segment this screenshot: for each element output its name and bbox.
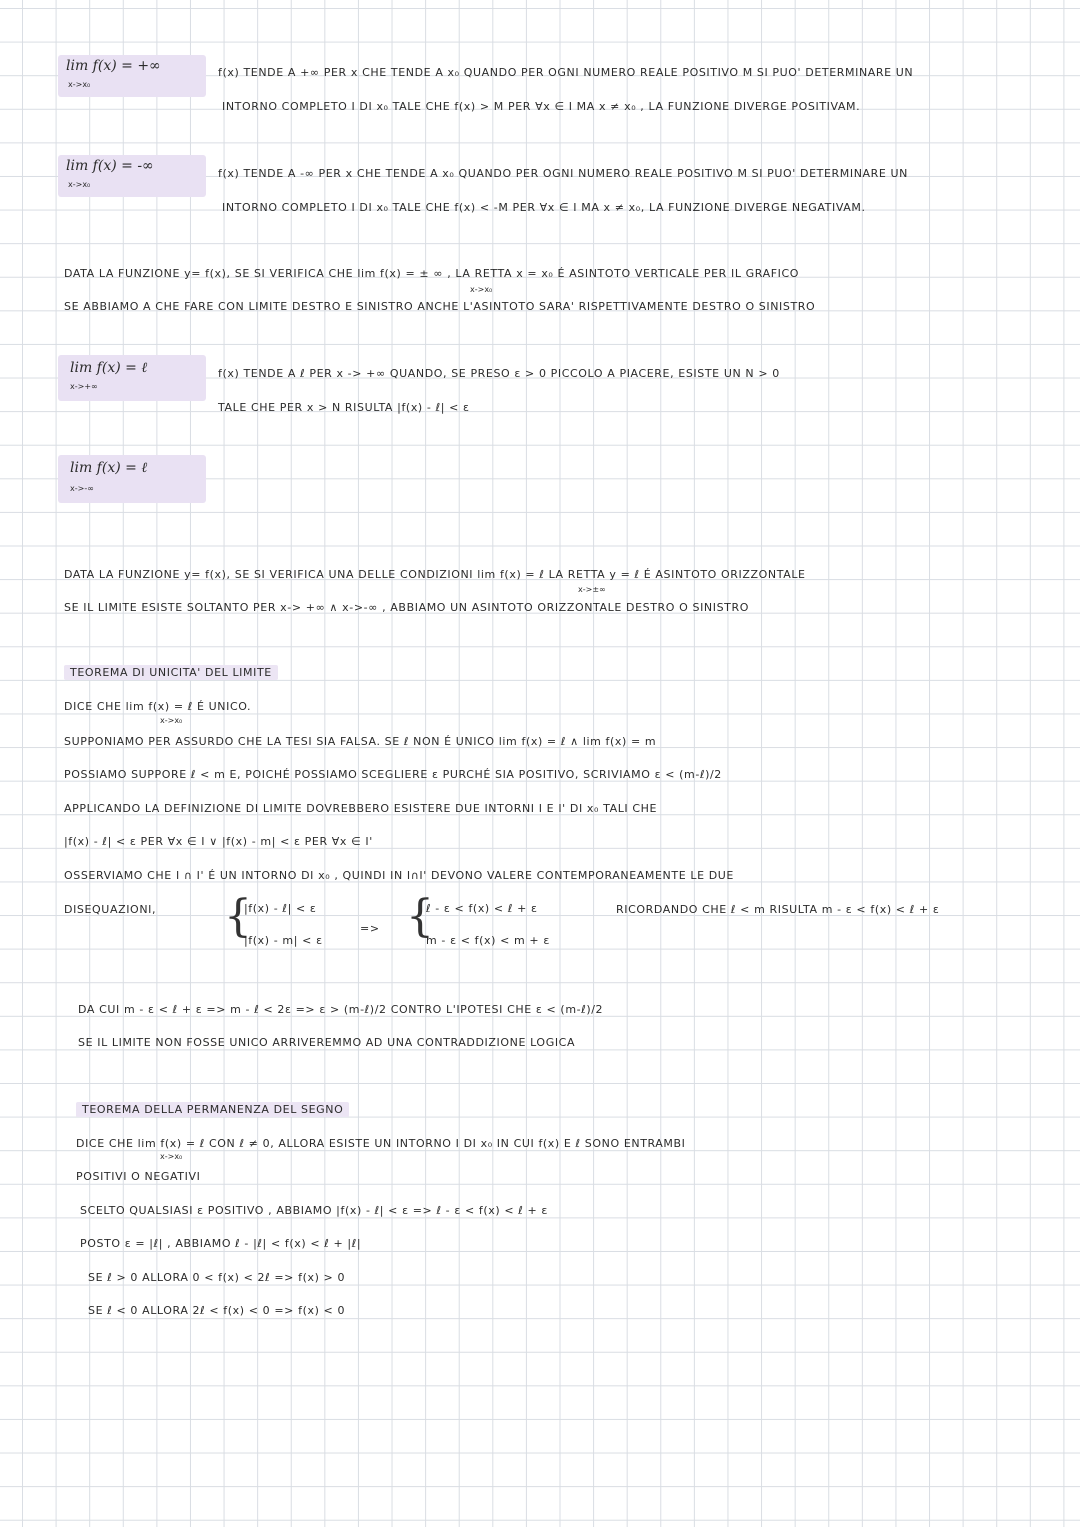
def2-line1: f(x) TENDE A -∞ PER x CHE TENDE A x₀ QUANDO PER OGNI NUMERO REALE POSITIVO M SI PUO' DETERMINARE UN — [218, 167, 909, 180]
limit-subscript: x->-∞ — [70, 484, 94, 493]
implies-arrow: => — [360, 922, 380, 935]
system2-eq2: m - ε < f(x) < m + ε — [426, 934, 550, 947]
vertical-asymptote-line1: DATA LA FUNZIONE y= f(x), SE SI VERIFICA CHE lim f(x) = ± ∞ , LA RETTA x = x₀ É ASINTOTO VERTICALE PER IL GRAFICO — [64, 267, 800, 280]
def2-line2: INTORNO COMPLETO I DI x₀ TALE CHE f(x) < -M PER ∀x ∈ I MA x ≠ x₀, LA FUNZIONE DIVERGE NEGATIVAM. — [222, 201, 866, 214]
uniqueness-line9: SE IL LIMITE NON FOSSE UNICO ARRIVEREMMO AD UNA CONTRADDIZIONE LOGICA — [78, 1036, 576, 1049]
sign-line6: SE ℓ < 0 ALLORA 2ℓ < f(x) < 0 => f(x) < 0 — [88, 1304, 346, 1317]
system-brace-right: { — [406, 891, 434, 942]
uniqueness-line5: |f(x) - ℓ| < ε PER ∀x ∈ I ∨ |f(x) - m| < ε PER ∀x ∈ I' — [64, 835, 373, 848]
limit-subscript: x->+∞ — [70, 382, 98, 391]
sign-line5: SE ℓ > 0 ALLORA 0 < f(x) < 2ℓ => f(x) > 0 — [88, 1271, 346, 1284]
def1-line1: f(x) TENDE A +∞ PER x CHE TENDE A x₀ QUANDO PER OGNI NUMERO REALE POSITIVO M SI PUO' DETERMINARE UN — [218, 66, 914, 79]
sign-line2: POSITIVI O NEGATIVI — [76, 1170, 201, 1183]
vertical-asymptote-line2: SE ABBIAMO A CHE FARE CON LIMITE DESTRO E SINISTRO ANCHE L'ASINTOTO SARA' RISPETTIVAMENTE DESTRO O SINISTRO — [64, 300, 816, 313]
uniqueness-line4: APPLICANDO LA DEFINIZIONE DI LIMITE DOVREBBERO ESISTERE DUE INTORNI I E I' DI x₀ TALI CHE — [64, 802, 658, 815]
system1-eq2: |f(x) - m| < ε — [244, 934, 323, 947]
limit-subscript: x->x₀ — [160, 1152, 183, 1161]
uniqueness-line7b: RICORDANDO CHE ℓ < m RISULTA m - ε < f(x) < ℓ + ε — [616, 903, 940, 916]
uniqueness-line3: POSSIAMO SUPPORE ℓ < m E, POICHÉ POSSIAMO SCEGLIERE ε PURCHÉ SIA POSITIVO, SCRIVIAMO ε < (m-ℓ)/2 — [64, 768, 722, 781]
limit-subscript: x->x₀ — [68, 180, 91, 189]
def1-line2: INTORNO COMPLETO I DI x₀ TALE CHE f(x) > M PER ∀x ∈ I MA x ≠ x₀ , LA FUNZIONE DIVERGE POSITIVAM. — [222, 100, 861, 113]
limit-minus-infinity: lim f(x) = -∞ — [66, 158, 154, 174]
system-brace-left: { — [224, 891, 252, 942]
limit-subscript: x->x₀ — [470, 285, 493, 294]
limit-to-plus-infinity: lim f(x) = ℓ — [70, 360, 148, 376]
horizontal-asymptote-line1: DATA LA FUNZIONE y= f(x), SE SI VERIFICA UNA DELLE CONDIZIONI lim f(x) = ℓ LA RETTA y = ℓ É ASINTOTO ORIZZONTALE — [64, 568, 806, 581]
sign-line1: DICE CHE lim f(x) = ℓ CON ℓ ≠ 0, ALLORA ESISTE UN INTORNO I DI x₀ IN CUI f(x) E ℓ SONO ENTRAMBI — [76, 1137, 686, 1150]
uniqueness-line6: OSSERVIAMO CHE I ∩ I' É UN INTORNO DI x₀ , QUINDI IN I∩I' DEVONO VALERE CONTEMPORANEAMENTE LE DUE — [64, 869, 734, 882]
theorem-uniqueness-title: TEOREMA DI UNICITA' DEL LIMITE — [64, 665, 278, 680]
sign-line4: POSTO ε = |ℓ| , ABBIAMO ℓ - |ℓ| < f(x) < ℓ + |ℓ| — [80, 1237, 362, 1250]
limit-subscript: x->x₀ — [68, 80, 91, 89]
theorem-sign-title: TEOREMA DELLA PERMANENZA DEL SEGNO — [76, 1102, 349, 1117]
system2-eq1: ℓ - ε < f(x) < ℓ + ε — [426, 902, 538, 915]
uniqueness-line8: DA CUI m - ε < ℓ + ε => m - ℓ < 2ε => ε > (m-ℓ)/2 CONTRO L'IPOTESI CHE ε < (m-ℓ)/2 — [78, 1003, 604, 1016]
def3-line2: TALE CHE PER x > N RISULTA |f(x) - ℓ| < ε — [218, 401, 470, 414]
limit-plus-infinity: lim f(x) = +∞ — [66, 58, 161, 74]
limit-subscript: x->±∞ — [578, 585, 606, 594]
limit-subscript: x->x₀ — [160, 716, 183, 725]
uniqueness-line2: SUPPONIAMO PER ASSURDO CHE LA TESI SIA FALSA. SE ℓ NON É UNICO lim f(x) = ℓ ∧ lim f(x) = m — [64, 735, 657, 748]
def3-line1: f(x) TENDE A ℓ PER x -> +∞ QUANDO, SE PRESO ε > 0 PICCOLO A PIACERE, ESISTE UN N > 0 — [218, 367, 780, 380]
system1-eq1: |f(x) - ℓ| < ε — [244, 902, 317, 915]
limit-to-minus-infinity: lim f(x) = ℓ — [70, 460, 148, 476]
uniqueness-line1: DICE CHE lim f(x) = ℓ É UNICO. — [64, 700, 252, 713]
horizontal-asymptote-line2: SE IL LIMITE ESISTE SOLTANTO PER x-> +∞ ∧ x->-∞ , ABBIAMO UN ASINTOTO ORIZZONTALE DESTRO O SINISTRO — [64, 601, 749, 614]
uniqueness-line7: DISEQUAZIONI, — [64, 903, 157, 916]
sign-line3: SCELTO QUALSIASI ε POSITIVO , ABBIAMO |f(x) - ℓ| < ε => ℓ - ε < f(x) < ℓ + ε — [80, 1204, 548, 1217]
